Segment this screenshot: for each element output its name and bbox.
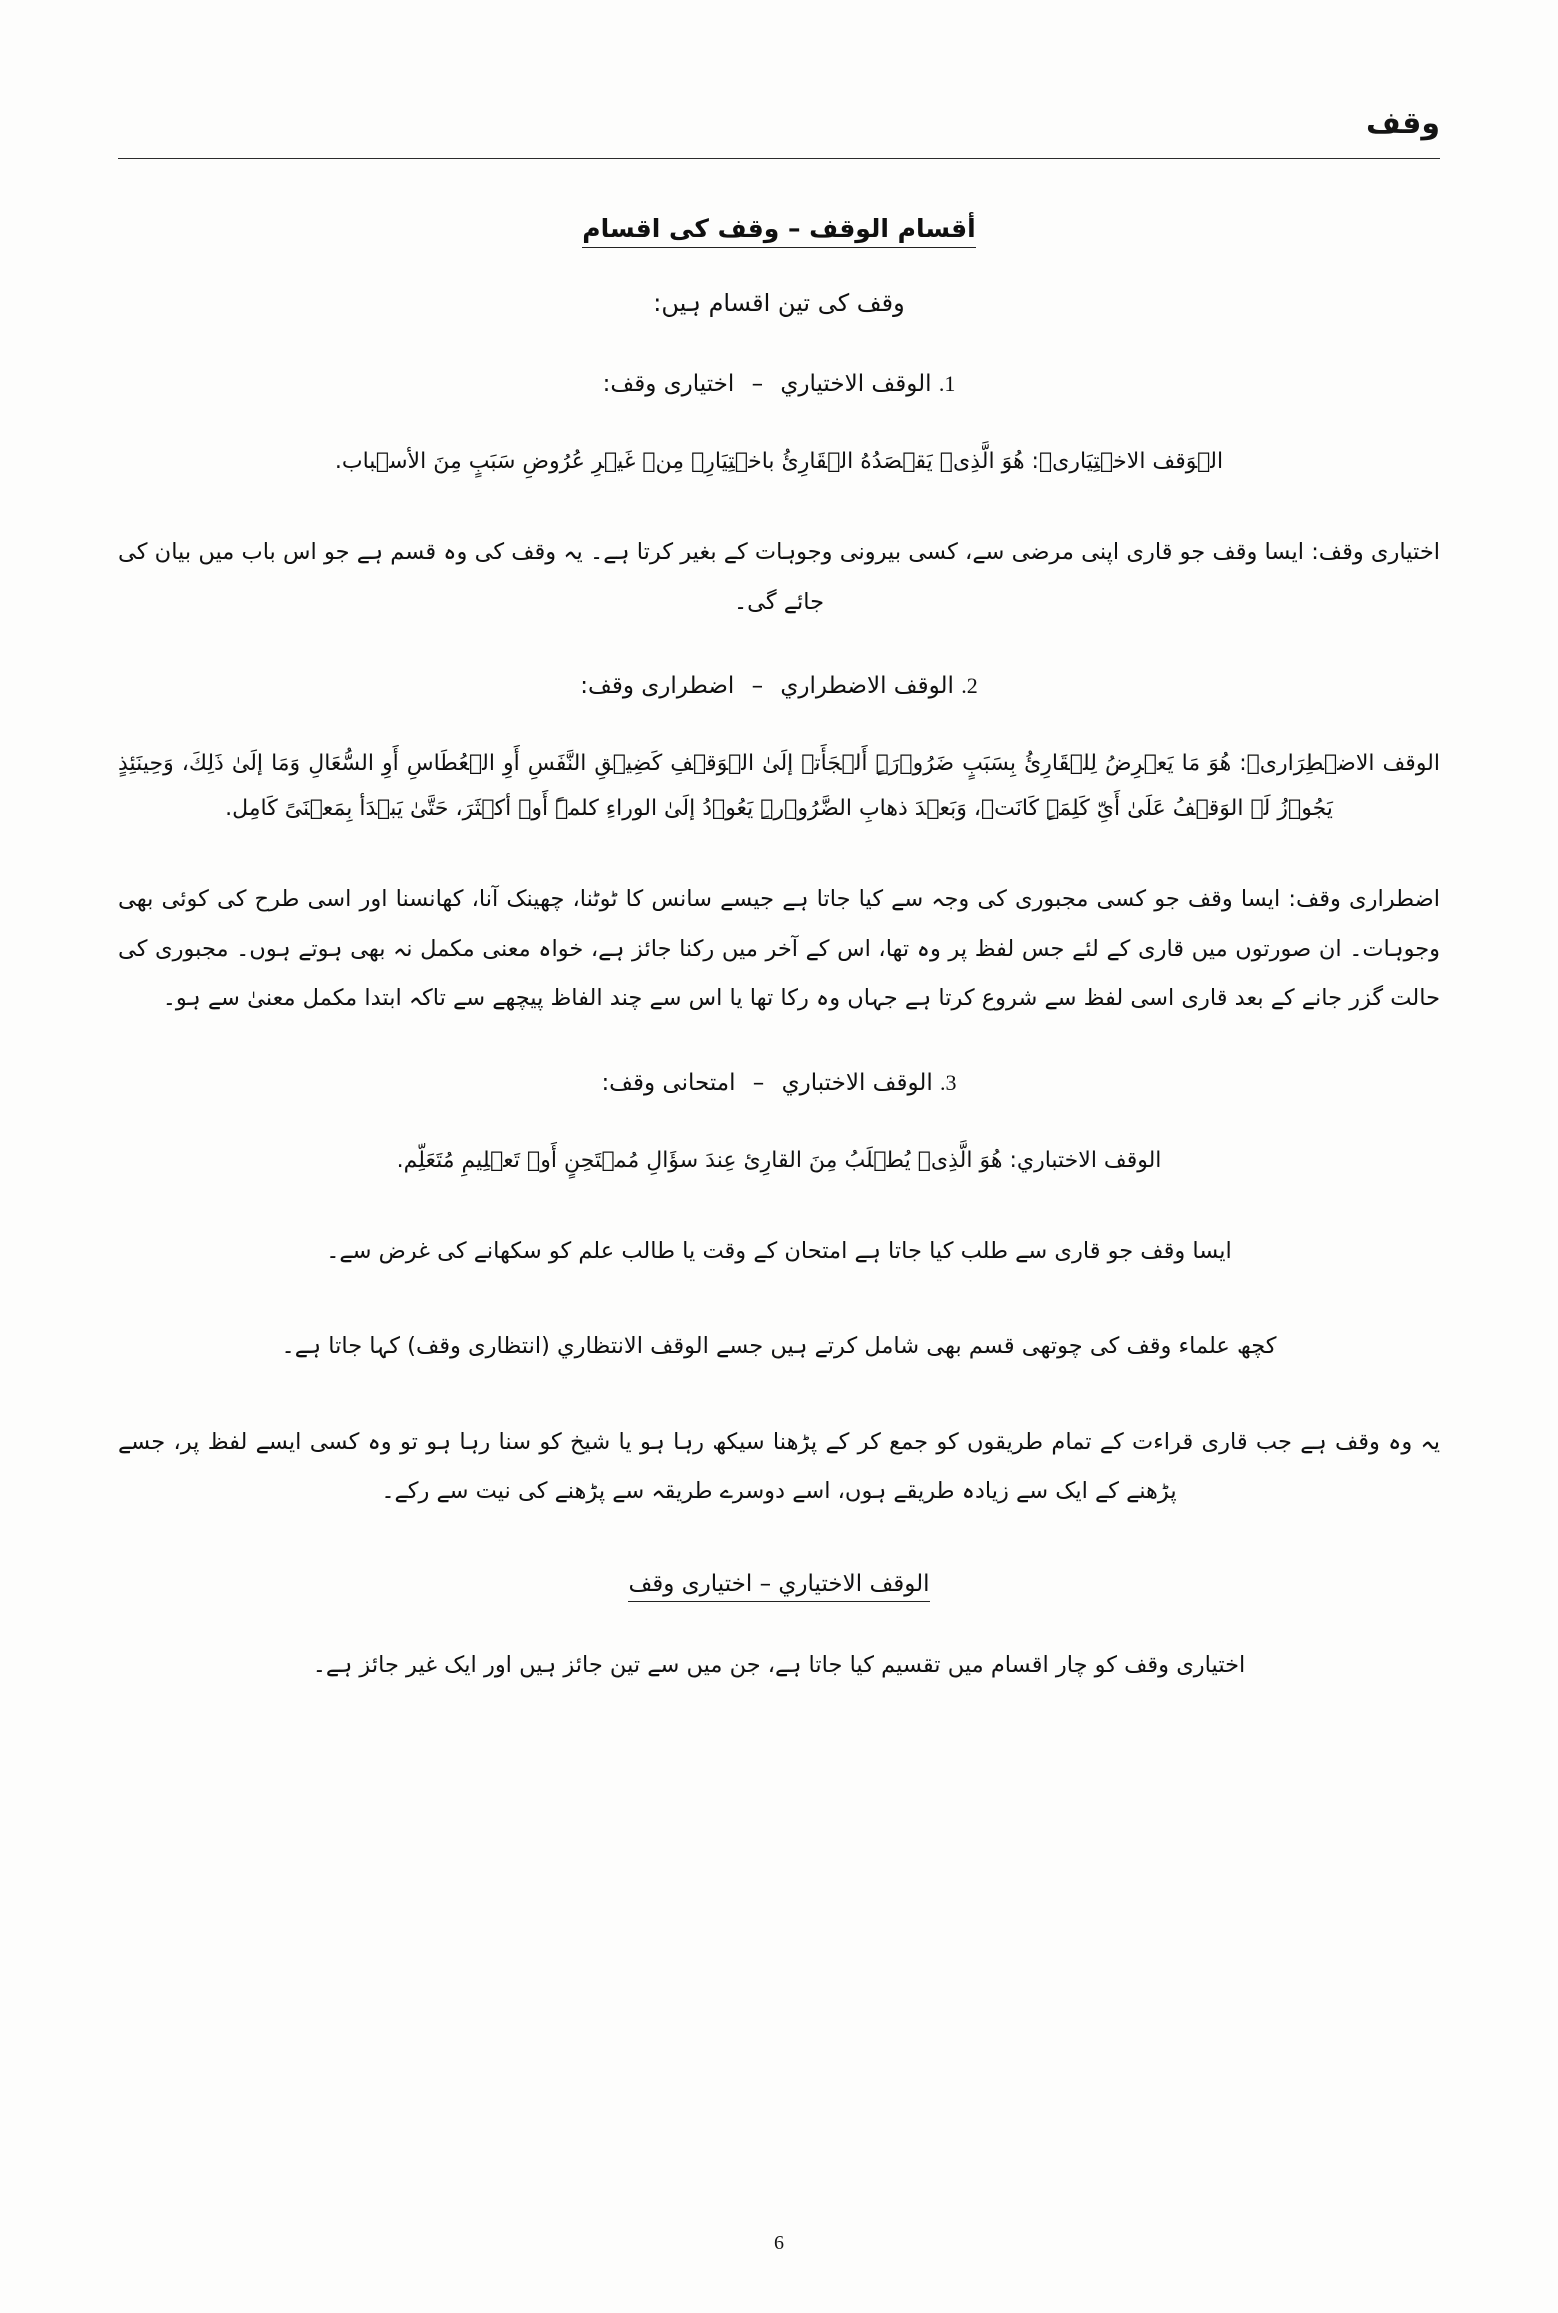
item-heading-2 [118, 673, 1440, 699]
page-header [118, 96, 1440, 156]
urdu-explanation-1: اختیاری وقف: ایسا وقف جو قاری اپنی مرضی سے، کسی بیرونی وجوہات کے بغیر کرتا ہے۔ یہ وقف کی وہ قسم ہے جو اس باب میں بیان کی جائے گی۔ [118, 539, 1440, 615]
document-body [118, 214, 1440, 1690]
item-arabic-title-3: الوقف الاختباري [781, 1069, 933, 1096]
arabic-definition-3: الوقف الاختباري: هُوَ الَّذِیۡ یُطۡلَبُ مِنَ القارِیٔ عِندَ سؤَالِ مُمۡتَحِنٍ أَوۡ تَعۡلِیمِ مُتَعَلِّم. [396, 1147, 1162, 1173]
urdu-extra-paragraph-1: کچھ علماء وقف کی چوتھی قسم بھی شامل کرتے ہیں جسے الوقف الانتظاري (انتظاری وقف) کہا جاتا ہے۔ [281, 1333, 1277, 1360]
item-heading-1 [118, 371, 1440, 397]
item-arabic-title-2: الوقف الاضطراري [780, 673, 954, 700]
sub-section-heading [118, 1571, 1440, 1597]
item-number-3: 3. [940, 1069, 957, 1095]
urdu-explanation-2: اضطراری وقف: ایسا وقف جو کسی مجبوری کی وجہ سے کیا جاتا ہے جیسے سانس کا ٹوٹنا، چھینک آنا، کھانسنا اور اسی طرح کی کوئی بھی وجوہات۔ ان صورتوں میں قاری کے لئے جس لفظ پر وہ تھا، اس کے آخر میں رکنا جائز ہے، خواہ معنی مکمل نہ بھی ہوتے ہوں۔ مجبوری کی حالت گزر جانے کے بعد قاری اسی لفظ سے شروع کرتا ہے جہاں وہ رکا تھا یا اس سے چند الفاظ پیچھے سے تاکہ ابتدا مکمل معنیٰ سے ہو۔ [118, 886, 1440, 1012]
sub-section-heading-text [628, 1571, 929, 1602]
item-arabic-title-1: الوقف الاختياري [780, 371, 932, 397]
item-heading-3 [118, 1070, 1440, 1096]
sub-section-separator: – [759, 1570, 772, 1597]
item-urdu-title-3: امتحانی وقف: [601, 1069, 736, 1096]
item-separator-3: – [752, 1069, 765, 1096]
item-separator-2: – [751, 673, 764, 700]
urdu-extra-paragraph-2: یہ وہ وقف ہے جب قاری قراءت کے تمام طریقوں کو جمع کر کے پڑھنا سیکھ رہا ہو یا شیخ کو سنا رہا ہو تو وہ کسی ایسے لفظ پر، جسے پڑھنے کے ایک سے زیادہ طریقے ہوں، اسے دوسرے طریقہ سے پڑھنے کی نیت سے رکے۔ [118, 1428, 1440, 1505]
arabic-definition-1: الۡوَقف الاخۡتِیَاریۡ: هُوَ الَّذِیۡ یَقۡصَدُهُ الۡقَارِیُٔ باخۡتِیَارِہ مِنۡ غَیۡرِ عُرُوضِ سَبَبٍ مِنَ الأسۡباب. [334, 449, 1224, 474]
header-title: وقف [1365, 106, 1440, 141]
intro-line: وقف کی تین اقسام ہیں: [653, 289, 905, 317]
sub-section-urdu-title: اختیاری وقف [628, 1570, 753, 1597]
item-urdu-title-2: اضطراری وقف: [580, 673, 735, 700]
section-heading-text: أقسام الوقف – وقف کی اقسام [582, 214, 975, 248]
item-separator-1: – [751, 371, 764, 397]
header-divider [118, 158, 1440, 159]
sub-section-paragraph: اختیاری وقف کو چار اقسام میں تقسیم کیا جاتا ہے، جن میں سے تین جائز ہیں اور ایک غیر جائز ہے۔ [312, 1651, 1246, 1678]
item-number-2: 2. [961, 673, 978, 699]
arabic-definition-2: الوقف الاضۡطِرَاریۡ: هُوَ مَا یَعۡرِضُ لِلۡقَارِیُٔ بِسَبَبٍ ضَرُوۡرَۃٍ أَلۡجَأَتہ إلَیٰ الۡوَقۡفِ کَضِیۡقِ النَّفَسِ أَوِ الۡعُطَاسِ أَوِ السُّعَالِ وَمَا إلَیٰ ذَلِكَ، وَحِینَئِذٍ یَجُوۡزُ لَہ الوَقۡفُ عَلَیٰ أَیِّ کَلِمَۃٍ کَانَتۡ، وَبَعۡدَ ذهابِ الضَّرُوۡرۃِ یَعُوۡدُ إلَیٰ الوراءِ کلمۃً أَوۡ أکۡثَرَ، حَتَّیٰ یَبۡدَأ بِمَعۡنَیً کَامِل. [118, 751, 1440, 822]
section-heading [118, 214, 1440, 243]
page-number: 6 [774, 2232, 784, 2254]
sub-section-arabic-title: الوقف الاختياري [778, 1570, 930, 1597]
item-number-1: 1. [938, 371, 956, 396]
item-urdu-title-1: اختیاری وقف: [602, 371, 735, 397]
urdu-explanation-3: ایسا وقف جو قاری سے طلب کیا جاتا ہے امتحان کے وقت یا طالب علم کو سکھانے کی غرض سے۔ [326, 1237, 1232, 1264]
